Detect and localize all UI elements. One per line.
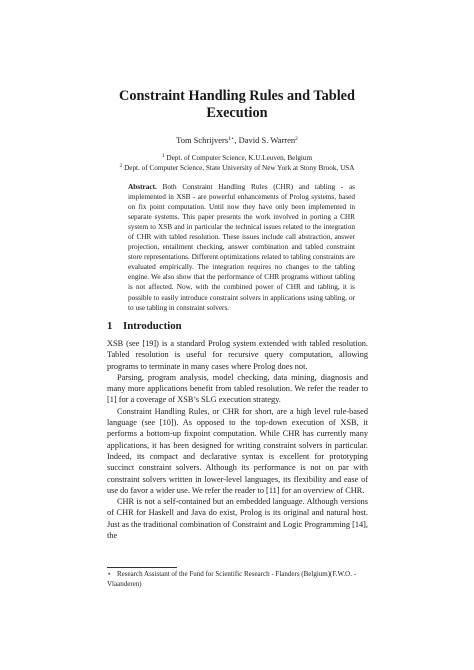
affiliation-mark: 1 xyxy=(161,153,165,159)
affiliation xyxy=(0,153,474,163)
title-line-1: Constraint Handling Rules and Tabled xyxy=(119,88,355,104)
section-title: Introduction xyxy=(123,320,182,332)
title-line-2: Execution xyxy=(206,105,268,121)
affiliation xyxy=(0,163,474,173)
affiliation-text: Dept. of Computer Science, K.U.Leuven, Belgium xyxy=(166,154,313,162)
abstract xyxy=(128,182,355,313)
affiliation-text: Dept. of Computer Science, State University of New York at Stony Brook, USA xyxy=(124,164,355,172)
footnote-rule xyxy=(107,567,177,568)
author-list xyxy=(0,135,474,146)
paper-title xyxy=(0,88,474,122)
author-mark: 1⋆ xyxy=(228,136,235,142)
abstract-text: Both Constraint Handling Rules (CHR) and tabling - as implemented in XSB - are powerful enhancements of Prolog systems, based on fix point computation. Until now they have only been implemented in separate systems. This paper presents the work involved in porting a CHR system to XSB and in particular the technical issues related to the integration of CHR with tabled resolution. These issues include call abstraction, answer projection, entailment checking, answer combination and tabled constraint store representations. Different optimizations related to tabling constraints are evaluated empirically. The integration requires no changes to the tabling engine. We also show that the performance of CHR programs without tabling is not affected. Now, with the combined power of CHR and tabling, it is possible to easily introduce constraint solvers in applications using tabling, or to use tabling in constraint solvers. xyxy=(128,183,355,312)
author-name: Tom Schrijvers xyxy=(176,135,229,145)
author-separator: , xyxy=(234,135,239,145)
author-mark: 2 xyxy=(295,136,298,142)
paragraph: Constraint Handling Rules, or CHR for short, are a high level rule-based language (see [10]). As opposed to the top-down execution of XSB, it performs a bottom-up fixpoint computation. While CHR has currently many applications, it has been designed for writing constraint solvers in particular. Indeed, its compact and declarative syntax is excellent for prototyping succinct constraint solvers. Although its performance is not on par with constraint solvers written in lower-level languages, its flexibility and ease of use do favor a wider use. We refer the reader to [11] for an overview of CHR. xyxy=(107,406,368,495)
author-name: David S. Warren xyxy=(238,135,296,145)
section-number: 1 xyxy=(107,320,113,332)
body-text xyxy=(107,338,368,541)
paragraph: Parsing, program analysis, model checking, data mining, diagnosis and many more applications benefit from tabled resolution. We refer the reader to [1] for a coverage of XSB’s SLG execution strategy. xyxy=(107,372,368,405)
affiliations xyxy=(0,153,474,173)
footnote-mark: ⋆ xyxy=(107,570,112,578)
affiliation-mark: 2 xyxy=(119,163,123,169)
abstract-label: Abstract. xyxy=(128,183,157,191)
paragraph: CHR is not a self-contained but an embedded language. Although versions of CHR for Haskell and Java do exist, Prolog is its original and natural host. Just as the traditional combination of Constraint and Logic Programming [14], the xyxy=(107,497,368,541)
footnote xyxy=(107,570,368,589)
footnote-text: Research Assistant of the Fund for Scientific Research - Flanders (Belgium)(F.W.O. - Vlaanderen) xyxy=(107,570,357,588)
paragraph: XSB (see [19]) is a standard Prolog system extended with tabled resolution. Tabled resolution is useful for recursive query computation, allowing programs to terminate in many cases where Prolog does not. xyxy=(107,339,368,371)
section-heading xyxy=(107,320,182,333)
